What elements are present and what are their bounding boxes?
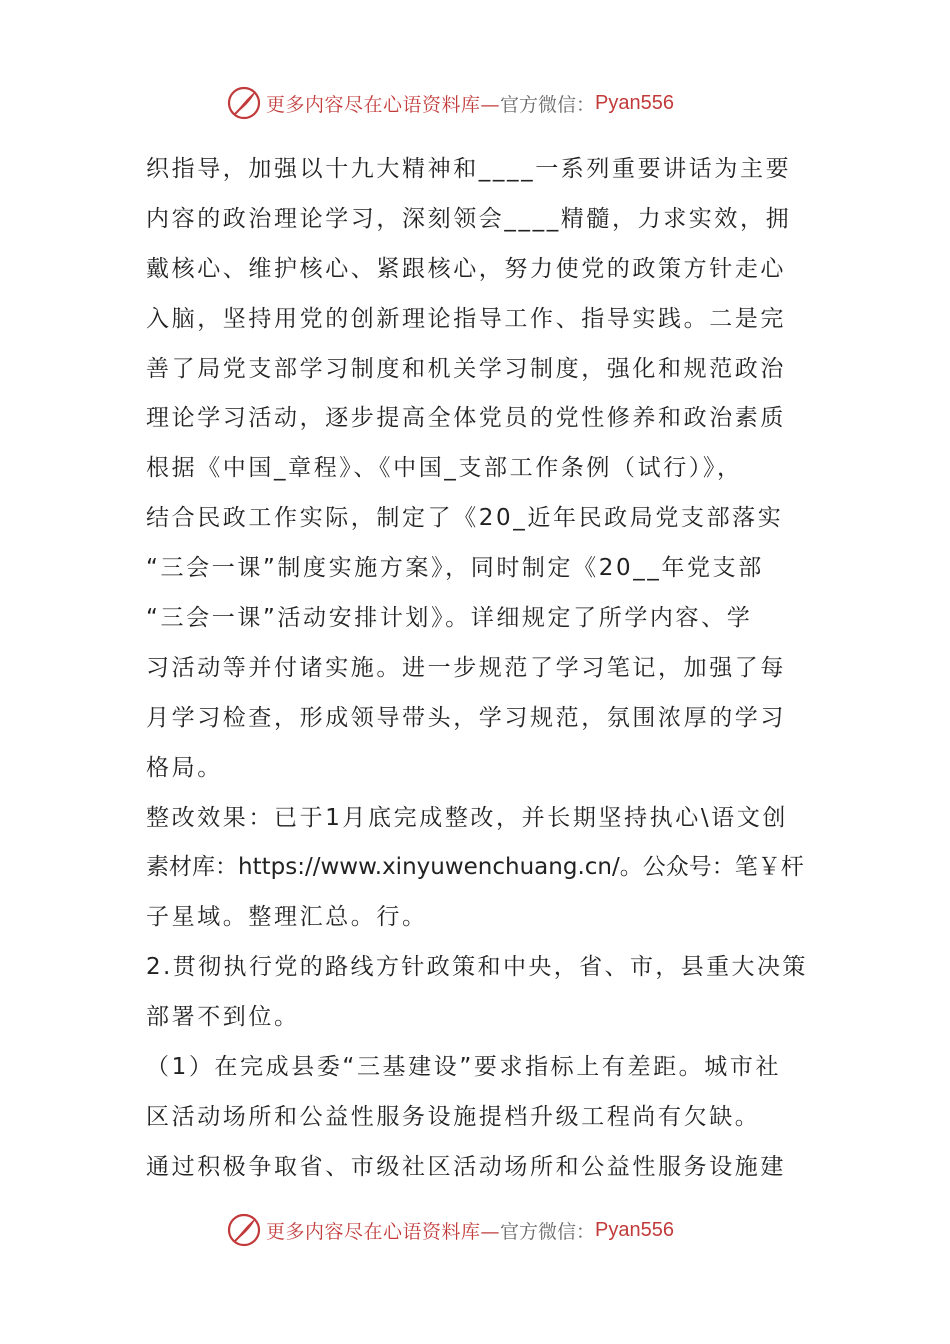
text-line: 戴核心、维护核心、紧跟核心，努力使党的政策方针走心 [146, 255, 786, 282]
text-line: 通过积极争取省、市级社区活动场所和公益性服务设施建 [146, 1153, 786, 1180]
document-body [146, 145, 808, 1193]
text-line: 素材库：https://www.xinyuwenchuang.cn/。公众号：笔￥杆 [146, 854, 804, 881]
banner-wechat-id: Pyan556 [595, 1218, 674, 1241]
text-line: 子星域。整理汇总。行。 [146, 904, 428, 931]
text-line: 整改效果：已于1月底完成整改，并长期坚持执心\语文创 [146, 804, 788, 831]
text-line: “三会一课”制度实施方案》，同时制定《20__年党支部 [146, 555, 764, 582]
text-line: 根据《中国_章程》、《中国_支部工作条例（试行）》， [146, 455, 743, 482]
text-line: 内容的政治理论学习，深刻领会____精髓，力求实效，拥 [146, 205, 792, 232]
text-line: 部署不到位。 [146, 1004, 300, 1031]
text-line: 区活动场所和公益性服务设施提档升级工程尚有欠缺。 [146, 1103, 761, 1130]
quill-logo-icon [226, 1212, 262, 1248]
text-line: 织指导，加强以十九大精神和____一系列重要讲话为主要 [146, 156, 792, 182]
banner-text: 更多内容尽在心语资料库— [266, 1220, 501, 1243]
quill-logo-icon [226, 85, 262, 121]
header-banner [226, 83, 674, 123]
banner-wechat-label: 官方微信： [500, 93, 596, 116]
text-line: 习活动等并付诸实施。进一步规范了学习笔记，加强了每 [146, 654, 786, 681]
banner-text: 更多内容尽在心语资料库— [266, 93, 501, 116]
text-line: （1）在完成县委“三基建设”要求指标上有差距。城市社 [146, 1054, 782, 1081]
text-line: 入脑，坚持用党的创新理论指导工作、指导实践。二是完 [146, 305, 786, 332]
text-line: 月学习检查，形成领导带头，学习规范，氛围浓厚的学习 [146, 704, 786, 731]
text-line: 善了局党支部学习制度和机关学习制度，强化和规范政治 [146, 355, 786, 382]
text-line: 结合民政工作实际，制定了《20_近年民政局党支部落实 [146, 505, 784, 532]
text-line: “三会一课”活动安排计划》。详细规定了所学内容、学 [146, 605, 753, 632]
text-line: 2.贯彻执行党的路线方针政策和中央，省、市，县重大决策 [146, 954, 808, 981]
footer-banner [226, 1210, 674, 1250]
banner-wechat-id: Pyan556 [595, 91, 674, 114]
text-line: 格局。 [146, 754, 223, 781]
banner-wechat-label: 官方微信： [500, 1220, 596, 1243]
text-line: 理论学习活动，逐步提高全体党员的党性修养和政治素质 [146, 405, 786, 432]
